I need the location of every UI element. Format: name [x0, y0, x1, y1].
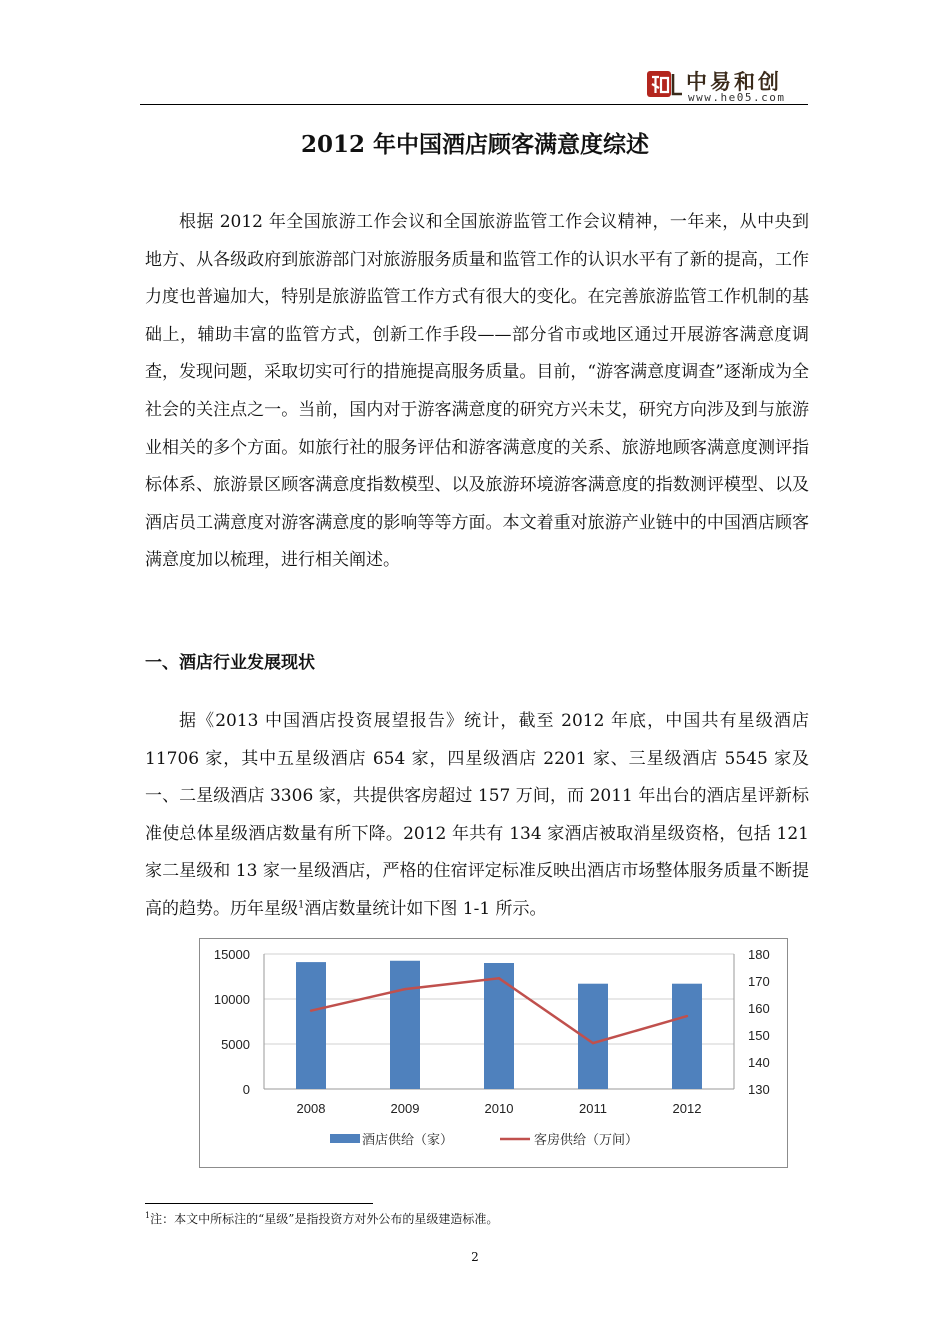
header-logo: [646, 66, 816, 106]
bar-hotel-supply-2010: [484, 963, 514, 1089]
logo-name: 中易和创: [686, 70, 782, 94]
logo-mark-icon: [646, 68, 684, 100]
legend-label-room-supply: 客房供给（万间）: [534, 1133, 639, 1148]
left-axis-tick-label: 5000: [221, 1037, 250, 1052]
paragraph-text-end: 酒店数量统计如下图 1-1 所示。: [304, 898, 547, 919]
right-axis-tick-label: 140: [748, 1055, 770, 1070]
category-label: 2010: [484, 1101, 514, 1116]
paragraph-text: 据《2013 中国酒店投资展望报告》统计，截至 2012 年底，中国共有星级酒店 11706 家，其中五星级酒店 654 家，四星级酒店 2201 家、三星级酒店 5545 家及一、二星级酒店 3306 家，共提供客房超过 157 万间，而 2011 年出台的酒店星评新标准使总体星级酒店数量有所下降。2012 年共有 134 家酒店被取消星级资格，包括 121 家二星级和 13 家一星级酒店，严格的住宿评定标准反映出酒店市场整体服务质量不断提高的趋势。历年星级: [145, 711, 809, 919]
header-divider: [140, 104, 808, 105]
right-axis-tick-label: 180: [748, 947, 770, 962]
page-title: 2012 年中国酒店顾客满意度综述: [300, 131, 650, 158]
right-axis-tick-label: 150: [748, 1028, 770, 1043]
right-axis-tick-label: 160: [748, 1001, 770, 1016]
left-axis-tick-label: 10000: [213, 992, 250, 1007]
footnote: [145, 1210, 498, 1227]
footnote-reference: 1: [298, 899, 305, 911]
chart-canvas: [200, 939, 787, 1167]
footnote-text: 注：本文中所标注的“星级”是指投资方对外公布的星级建造标准。: [150, 1212, 499, 1226]
category-label: 2012: [672, 1101, 702, 1116]
line-point-room-supply-2008: [310, 1010, 312, 1012]
bar-hotel-supply-2012: [672, 984, 702, 1089]
bar-hotel-supply-2009: [390, 961, 420, 1089]
hotel-supply-chart: [199, 938, 788, 1168]
page-number: 2: [471, 1250, 479, 1264]
section-heading: 一、酒店行业发展现状: [145, 653, 315, 673]
statistics-paragraph: [145, 703, 809, 929]
left-axis-tick-label: 0: [242, 1082, 250, 1097]
category-label: 2009: [390, 1101, 420, 1116]
line-point-room-supply-2010: [498, 977, 500, 979]
left-axis-tick-label: 15000: [213, 947, 250, 962]
line-point-room-supply-2012: [686, 1015, 688, 1017]
line-point-room-supply-2009: [404, 988, 406, 990]
bar-hotel-supply-2008: [296, 962, 326, 1089]
legend-label-hotel-supply: 酒店供给（家）: [362, 1133, 454, 1148]
category-label: 2011: [579, 1101, 607, 1116]
right-axis-tick-label: 170: [748, 974, 770, 989]
footnote-divider: [145, 1203, 373, 1204]
line-point-room-supply-2011: [592, 1042, 594, 1044]
footnote-marker: 1: [145, 1211, 151, 1220]
category-label: 2008: [296, 1101, 326, 1116]
intro-paragraph: 根据 2012 年全国旅游工作会议和全国旅游监管工作会议精神，一年来，从中央到地方、从各级政府到旅游部门对旅游服务质量和监管工作的认识水平有了新的提高，工作力度也普遍加大，特别是旅游监管工作方式有很大的变化。在完善旅游监管工作机制的基础上，辅助丰富的监管方式，创新工作手段——部分省市或地区通过开展游客满意度调查，发现问题，采取切实可行的措施提高服务质量。目前，“游客满意度调查”逐渐成为全社会的关注点之一。当前，国内对于游客满意度的研究方兴未艾，研究方向涉及到与旅游业相关的多个方面。如旅行社的服务评估和游客满意度的关系、旅游地顾客满意度测评指标体系、旅游景区顾客满意度指数模型、以及旅游环境游客满意度的指数测评模型、以及酒店员工满意度对游客满意度的影响等等方面。本文着重对旅游产业链中的中国酒店顾客满意度加以梳理，进行相关阐述。: [145, 212, 809, 571]
right-axis-tick-label: 130: [748, 1082, 770, 1097]
logo-url: www.he05.com: [688, 91, 786, 104]
legend-swatch-hotel-supply: [330, 1134, 360, 1143]
